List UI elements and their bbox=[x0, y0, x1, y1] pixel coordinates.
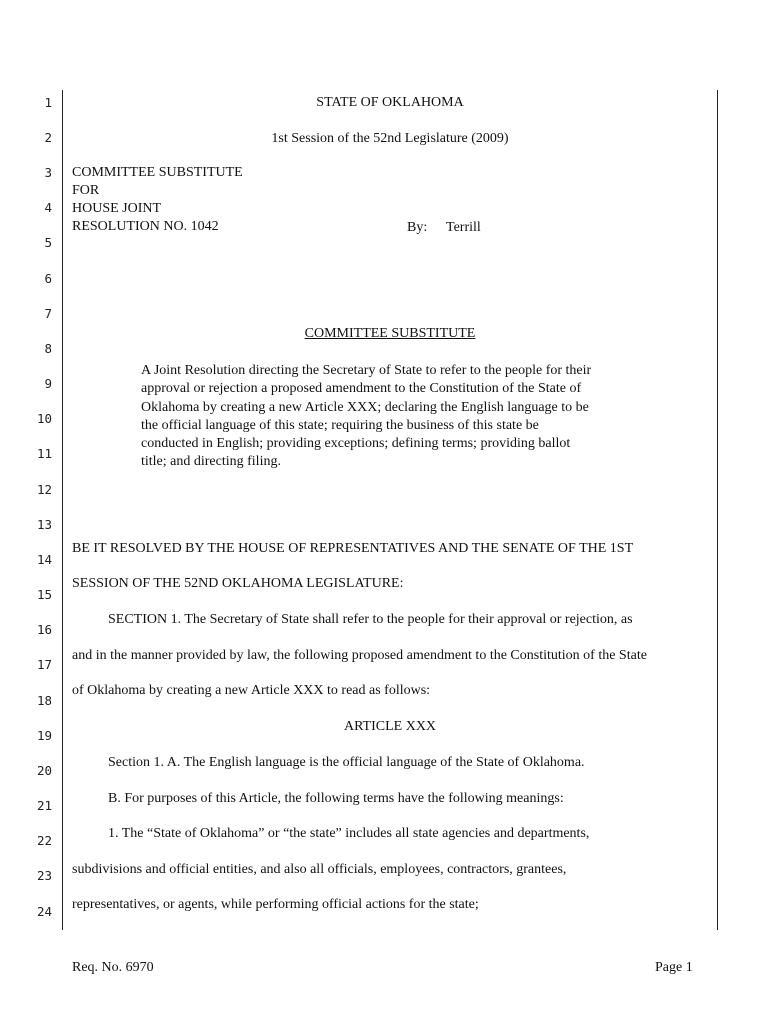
line-number: 4 bbox=[44, 200, 52, 215]
line-number: 10 bbox=[36, 411, 52, 426]
line-number: 24 bbox=[36, 904, 52, 919]
author-name: Terrill bbox=[446, 220, 481, 235]
abstract-line: title; and directing filing. bbox=[141, 454, 281, 470]
line-number: 21 bbox=[36, 798, 52, 813]
abstract-line: A Joint Resolution directing the Secretary of State to refer to the people for their bbox=[141, 363, 592, 378]
line-number: 9 bbox=[44, 376, 52, 391]
page-number: Page 1 bbox=[655, 960, 693, 975]
line-number: 7 bbox=[44, 306, 52, 321]
resolved-clause-line-2: SESSION OF THE 52ND OKLAHOMA LEGISLATURE: bbox=[72, 576, 404, 591]
line-number: 1 bbox=[44, 95, 52, 110]
right-margin-rule bbox=[717, 90, 718, 930]
definition-1-line-1: 1. The “State of Oklahoma” or “the state” includes all state agencies and departments, bbox=[108, 826, 590, 841]
resolution-abstract bbox=[141, 362, 641, 472]
line-number: 3 bbox=[44, 165, 52, 180]
line-number: 17 bbox=[36, 657, 52, 672]
line-number: 11 bbox=[36, 446, 52, 461]
line-number: 2 bbox=[44, 130, 52, 145]
line-number: 20 bbox=[36, 763, 52, 778]
definition-1-line-2: subdivisions and official entities, and also all officials, employees, contractors, grantees, bbox=[72, 862, 567, 877]
request-number: Req. No. 6970 bbox=[72, 960, 154, 975]
by-label: By: bbox=[407, 220, 428, 235]
abstract-line: the official language of this state; requiring the business of this state be bbox=[141, 417, 539, 433]
line-number: 6 bbox=[44, 271, 52, 286]
line-number: 22 bbox=[36, 833, 52, 848]
abstract-line: Oklahoma by creating a new Article XXX; declaring the English language to be bbox=[141, 399, 589, 415]
definition-1-line-3: representatives, or agents, while performing official actions for the state; bbox=[72, 897, 479, 912]
line-number: 8 bbox=[44, 341, 52, 356]
section-1-line-2: and in the manner provided by law, the following proposed amendment to the Constitution of the State bbox=[72, 648, 647, 663]
line-number: 16 bbox=[36, 622, 52, 637]
line-number: 23 bbox=[36, 868, 52, 883]
line-number: 15 bbox=[36, 587, 52, 602]
bill-title-line-1: COMMITTEE SUBSTITUTE bbox=[72, 165, 243, 180]
committee-substitute-heading: COMMITTEE SUBSTITUTE bbox=[304, 326, 476, 341]
session-heading: 1st Session of the 52nd Legislature (2009) bbox=[271, 131, 509, 146]
line-number: 19 bbox=[36, 728, 52, 743]
state-heading: STATE OF OKLAHOMA bbox=[316, 95, 464, 110]
line-number: 12 bbox=[36, 482, 52, 497]
line-number: 14 bbox=[36, 552, 52, 567]
line-number: 13 bbox=[36, 517, 52, 532]
left-margin-rule bbox=[62, 90, 63, 930]
abstract-line: approval or rejection a proposed amendment to the Constitution of the State of bbox=[141, 381, 582, 397]
line-number: 18 bbox=[36, 693, 52, 708]
article-section-1-a: Section 1. A. The English language is the official language of the State of Oklahoma. bbox=[108, 755, 585, 770]
bill-title-line-3: HOUSE JOINT bbox=[72, 201, 162, 216]
article-section-1-b: B. For purposes of this Article, the following terms have the following meanings: bbox=[108, 791, 564, 806]
bill-title-line-4: RESOLUTION NO. 1042 bbox=[72, 219, 219, 234]
section-1-line-1: SECTION 1. The Secretary of State shall refer to the people for their approval or rejection, as bbox=[108, 612, 633, 627]
section-1-line-3: of Oklahoma by creating a new Article XXX to read as follows: bbox=[72, 683, 431, 698]
line-number: 5 bbox=[44, 235, 52, 250]
bill-title-line-2: FOR bbox=[72, 183, 100, 198]
resolved-clause-line-1: BE IT RESOLVED BY THE HOUSE OF REPRESENTATIVES AND THE SENATE OF THE 1ST bbox=[72, 541, 634, 556]
article-heading: ARTICLE XXX bbox=[343, 719, 437, 734]
abstract-line: conducted in English; providing exceptions; defining terms; providing ballot bbox=[141, 436, 571, 452]
